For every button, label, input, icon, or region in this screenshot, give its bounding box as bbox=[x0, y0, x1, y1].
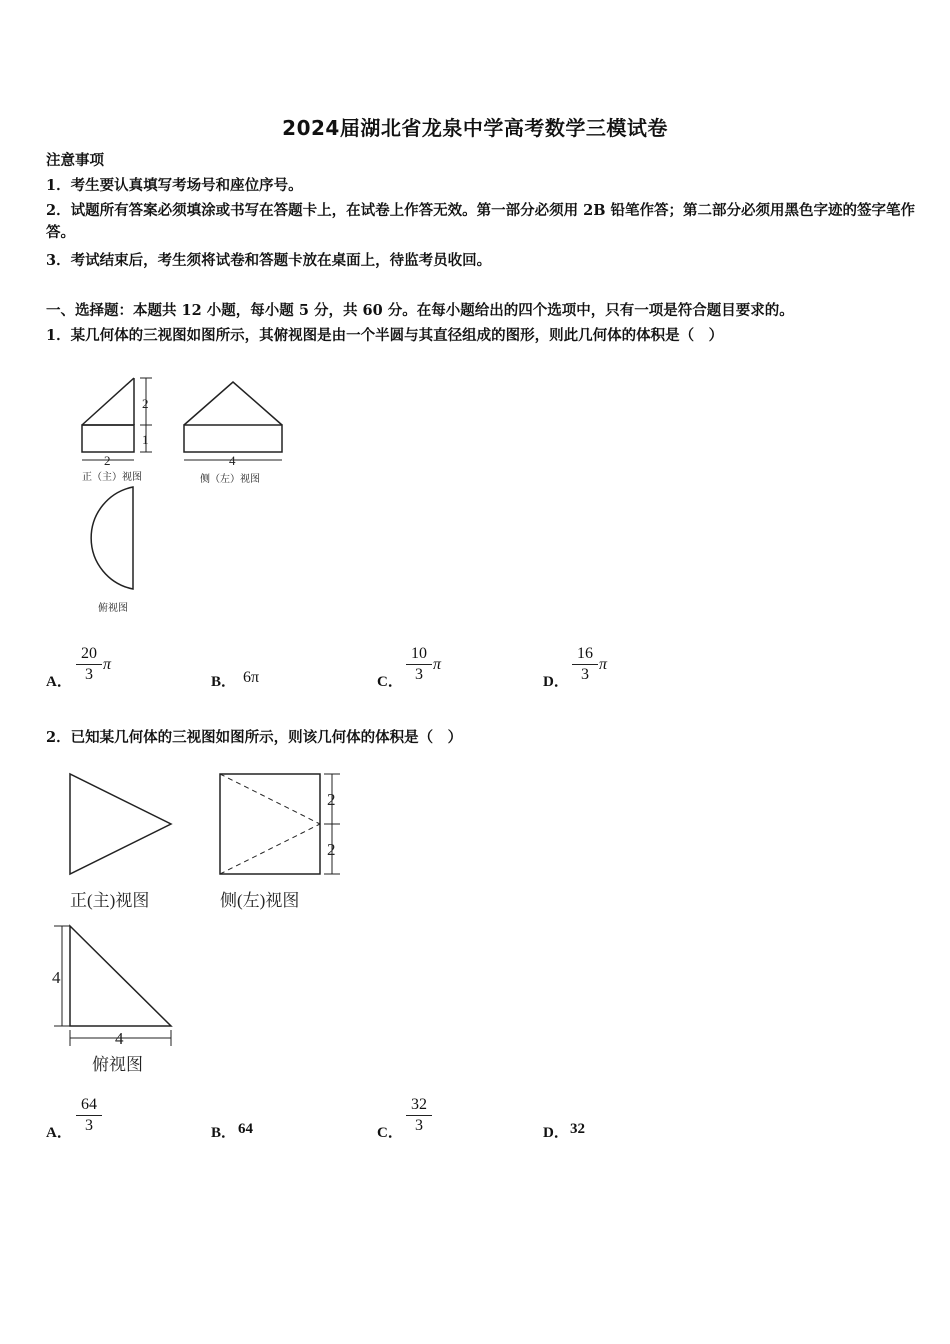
q2-dim-width: 4 bbox=[115, 1029, 124, 1048]
notice-item-1: 1．考生要认真填写考场号和座位序号。 bbox=[46, 177, 303, 194]
q2-option-c-fraction[interactable] bbox=[406, 1096, 432, 1135]
q1-dim-2: 2 bbox=[142, 396, 149, 411]
question-2-figure bbox=[48, 768, 358, 1078]
q2-dim-upper: 2 bbox=[327, 790, 336, 809]
q1-option-c-num: 10 bbox=[406, 645, 432, 665]
q1-option-c-fraction[interactable] bbox=[406, 645, 432, 684]
notice-heading: 注意事项 bbox=[46, 152, 104, 169]
q1-option-a-label[interactable]: A． bbox=[46, 674, 72, 690]
q1-option-c-label[interactable]: C． bbox=[377, 674, 403, 690]
q1-option-c-pi: π bbox=[433, 656, 442, 673]
q1-dim-1: 1 bbox=[142, 432, 149, 447]
q1-option-a-pi: π bbox=[103, 656, 112, 673]
q1-dim-side: 4 bbox=[229, 453, 236, 468]
q1-front-hyp bbox=[82, 378, 134, 425]
q2-side-dash-bottom bbox=[220, 824, 320, 874]
q1-option-d-fraction[interactable] bbox=[572, 645, 598, 684]
q2-top-label: 俯视图 bbox=[92, 1055, 143, 1074]
q1-option-d-label[interactable]: D． bbox=[543, 674, 569, 690]
page-title: 2024届湖北省龙泉中学高考数学三模试卷 bbox=[282, 116, 668, 140]
q2-front-label: 正(主)视图 bbox=[70, 891, 150, 910]
notice-item-3: 3．考试结束后，考生须将试卷和答题卡放在桌面上，待监考员收回。 bbox=[46, 252, 492, 269]
q1-option-d-pi: π bbox=[599, 656, 608, 673]
q1-option-b-value[interactable]: 6π bbox=[243, 669, 260, 686]
q2-side-label: 侧(左)视图 bbox=[220, 891, 300, 910]
q2-dim-lower: 2 bbox=[327, 840, 336, 859]
q1-option-c-den: 3 bbox=[415, 666, 423, 683]
q1-option-b-label[interactable]: B． bbox=[211, 674, 237, 690]
q2-top-triangle bbox=[70, 926, 171, 1026]
q2-option-b-label[interactable]: B． bbox=[211, 1125, 237, 1141]
q1-option-a-fraction[interactable] bbox=[76, 645, 102, 684]
notice-item-2: 2．试题所有答案必须填涂或书写在答题卡上，在试卷上作答无效。第一部分必须用 2B 铅笔作答；第二部分必须用黑色字迹的签字笔作答。 bbox=[46, 202, 916, 241]
q1-side-roof bbox=[184, 382, 282, 425]
q1-front-label: 正（主）视图 bbox=[82, 472, 142, 483]
q1-option-a-num: 20 bbox=[76, 645, 102, 665]
question-2-stem: 2．已知某几何体的三视图如图所示，则该几何体的体积是（ ） bbox=[46, 729, 463, 746]
q1-front-rect bbox=[82, 425, 134, 452]
q1-option-a-den: 3 bbox=[85, 666, 93, 683]
q1-side-rect bbox=[184, 425, 282, 452]
q2-side-square bbox=[220, 774, 320, 874]
q1-top-semicircle bbox=[91, 487, 133, 589]
q1-top-label: 俯视图 bbox=[98, 603, 128, 614]
section-heading: 一、选择题：本题共 12 小题，每小题 5 分，共 60 分。在每小题给出的四个选项中，只有一项是符合题目要求的。 bbox=[46, 302, 794, 319]
q2-option-d-value[interactable]: 32 bbox=[570, 1121, 585, 1137]
q2-dim-height: 4 bbox=[52, 968, 61, 987]
q1-option-d-den: 3 bbox=[581, 666, 589, 683]
q2-option-a-num: 64 bbox=[76, 1096, 102, 1116]
q1-side-label: 侧（左）视图 bbox=[200, 474, 260, 485]
q2-side-dash-top bbox=[220, 774, 320, 824]
question-1-figure bbox=[70, 370, 290, 620]
q2-option-c-label[interactable]: C． bbox=[377, 1125, 403, 1141]
q2-option-a-fraction[interactable] bbox=[76, 1096, 102, 1135]
question-1-stem: 1．某几何体的三视图如图所示，其俯视图是由一个半圆与其直径组成的图形，则此几何体的体积是（ ） bbox=[46, 327, 724, 344]
q2-option-c-num: 32 bbox=[406, 1096, 432, 1116]
q2-option-b-value[interactable]: 64 bbox=[238, 1121, 253, 1137]
q2-option-a-label[interactable]: A． bbox=[46, 1125, 72, 1141]
q2-option-d-label[interactable]: D． bbox=[543, 1125, 569, 1141]
q2-front-triangle bbox=[70, 774, 171, 874]
q1-dim-base: 2 bbox=[104, 453, 111, 468]
q2-option-a-den: 3 bbox=[85, 1117, 93, 1134]
q1-option-d-num: 16 bbox=[572, 645, 598, 665]
q2-option-c-den: 3 bbox=[415, 1117, 423, 1134]
